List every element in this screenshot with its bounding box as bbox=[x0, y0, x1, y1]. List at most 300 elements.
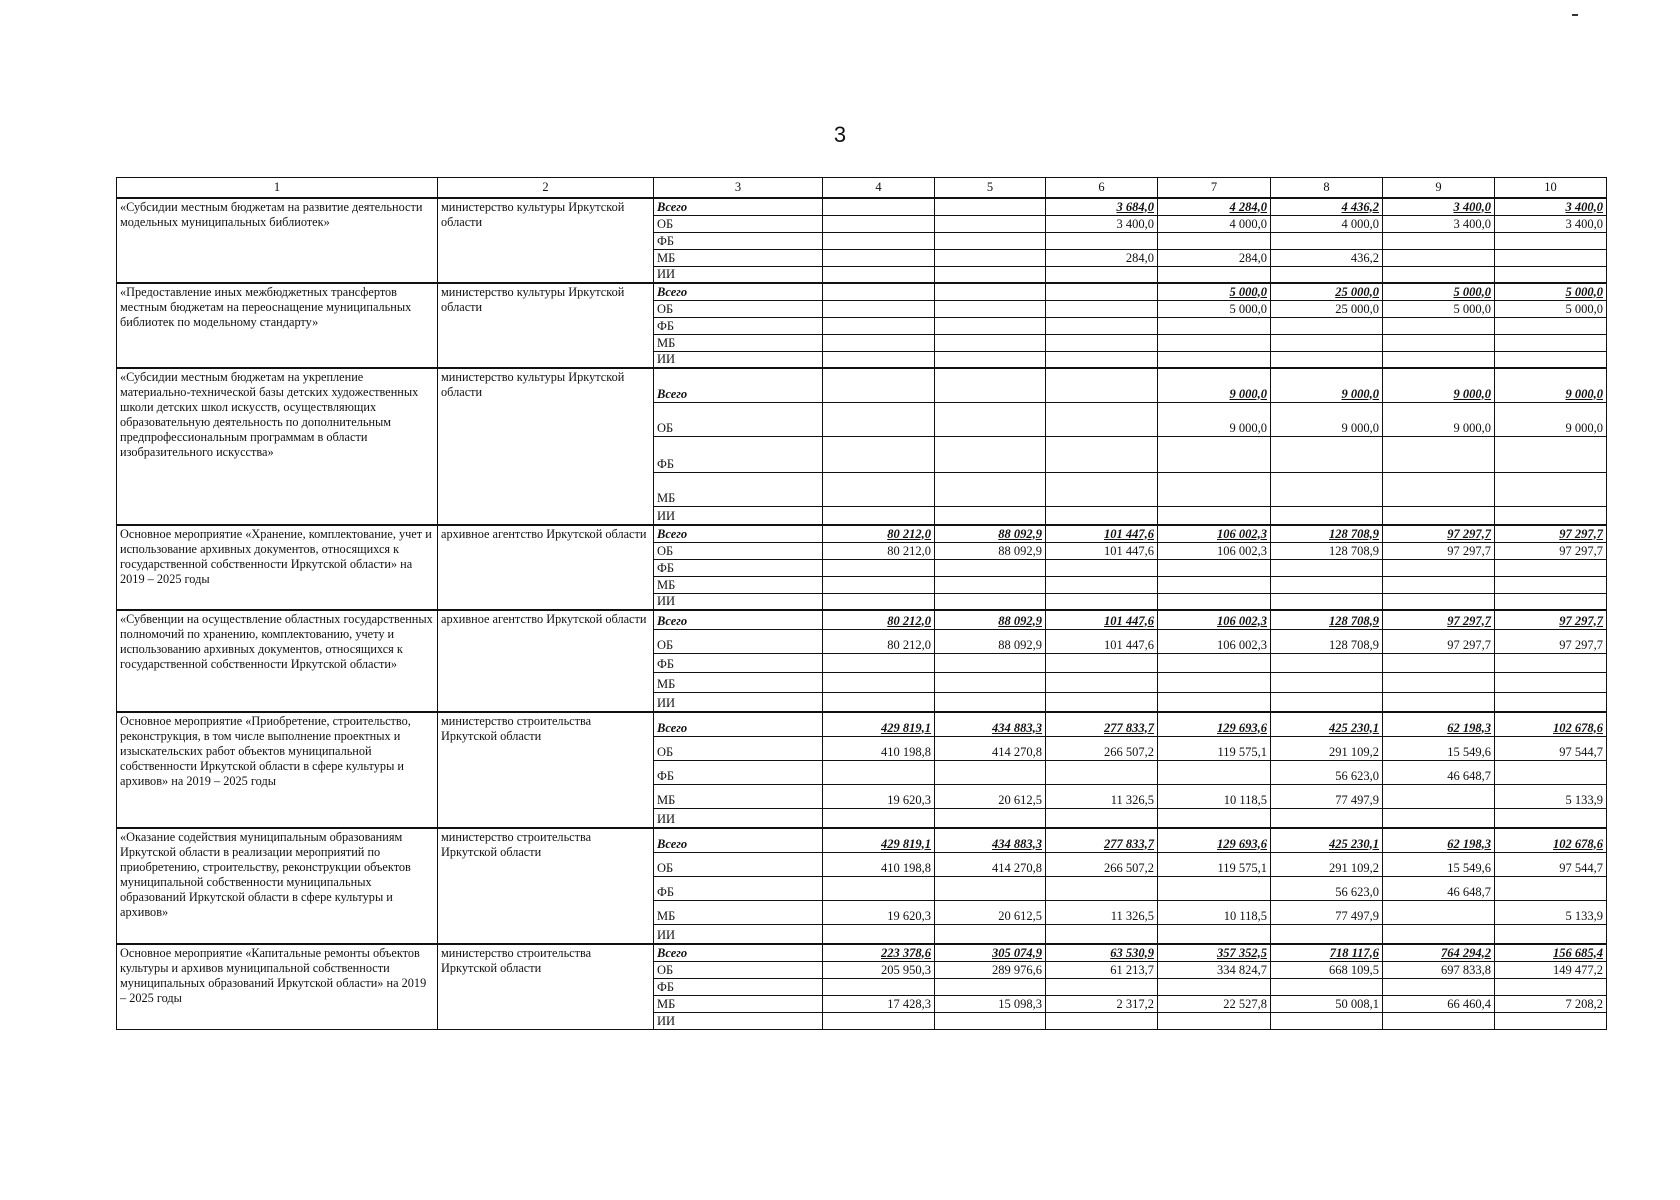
amount-cell bbox=[1158, 506, 1271, 525]
funding-source: МБ bbox=[654, 672, 823, 692]
amount-cell bbox=[1046, 692, 1158, 712]
amount-cell bbox=[935, 692, 1046, 712]
executor-name: архивное агентство Иркутской области bbox=[438, 525, 654, 610]
amount-cell bbox=[1271, 232, 1383, 249]
amount-cell bbox=[1046, 368, 1158, 402]
amount-cell: 97 297,7 bbox=[1495, 542, 1607, 559]
funding-source: ФБ bbox=[654, 317, 823, 334]
amount-cell: 15 098,3 bbox=[935, 995, 1046, 1012]
funding-source: ФБ bbox=[654, 559, 823, 576]
amount-cell bbox=[1046, 653, 1158, 672]
amount-cell: 149 477,2 bbox=[1495, 961, 1607, 978]
amount-cell bbox=[935, 266, 1046, 283]
amount-cell bbox=[1046, 760, 1158, 784]
amount-cell bbox=[1158, 692, 1271, 712]
amount-cell bbox=[1046, 978, 1158, 995]
amount-cell bbox=[1383, 472, 1495, 506]
col-header: 4 bbox=[823, 178, 935, 199]
amount-cell bbox=[1158, 232, 1271, 249]
activity-name: «Субвенции на осуществление областных государственных полномочий по хранению, комплектованию, учету и использованию архивных документов, относящихся к государственной собственности Иркутской области» bbox=[117, 610, 438, 712]
amount-cell: 50 008,1 bbox=[1271, 995, 1383, 1012]
amount-cell bbox=[823, 672, 935, 692]
amount-cell bbox=[823, 249, 935, 266]
amount-cell: 88 092,9 bbox=[935, 629, 1046, 653]
amount-cell: 128 708,9 bbox=[1271, 525, 1383, 542]
funding-source: ИИ bbox=[654, 266, 823, 283]
amount-cell bbox=[823, 760, 935, 784]
amount-cell bbox=[1158, 924, 1271, 944]
funding-source: ИИ bbox=[654, 1012, 823, 1029]
amount-cell bbox=[1046, 232, 1158, 249]
amount-cell bbox=[823, 593, 935, 610]
funding-source: МБ bbox=[654, 784, 823, 808]
funding-source: Всего bbox=[654, 828, 823, 852]
funding-source: ИИ bbox=[654, 808, 823, 828]
amount-cell: 101 447,6 bbox=[1046, 610, 1158, 629]
amount-cell: 2 317,2 bbox=[1046, 995, 1158, 1012]
amount-cell bbox=[1271, 808, 1383, 828]
amount-cell: 3 400,0 bbox=[1046, 215, 1158, 232]
amount-cell: 97 544,7 bbox=[1495, 736, 1607, 760]
amount-cell bbox=[1046, 334, 1158, 351]
activity-name: Основное мероприятие «Приобретение, строительство, реконструкция, в том числе выполнение проектных и изыскательских работ объектов муниципальной собственности Иркутской области в сфере культуры и архивов» на 2019 – 2025 годы bbox=[117, 712, 438, 828]
col-header: 1 bbox=[117, 178, 438, 199]
amount-cell: 97 297,7 bbox=[1383, 542, 1495, 559]
amount-cell bbox=[823, 653, 935, 672]
activity-name: «Субсидии местным бюджетам на развитие деятельности модельных муниципальных библиотек» bbox=[117, 198, 438, 283]
amount-cell: 3 400,0 bbox=[1383, 198, 1495, 215]
amount-cell bbox=[1046, 876, 1158, 900]
amount-cell: 20 612,5 bbox=[935, 900, 1046, 924]
amount-cell: 97 297,7 bbox=[1383, 525, 1495, 542]
amount-cell: 66 460,4 bbox=[1383, 995, 1495, 1012]
amount-cell: 62 198,3 bbox=[1383, 828, 1495, 852]
amount-cell: 5 133,9 bbox=[1495, 784, 1607, 808]
amount-cell: 80 212,0 bbox=[823, 629, 935, 653]
amount-cell bbox=[823, 283, 935, 300]
funding-source: МБ bbox=[654, 334, 823, 351]
amount-cell bbox=[1158, 1012, 1271, 1029]
amount-cell bbox=[935, 1012, 1046, 1029]
amount-cell bbox=[1383, 559, 1495, 576]
amount-cell bbox=[823, 692, 935, 712]
amount-cell bbox=[1495, 593, 1607, 610]
amount-cell: 9 000,0 bbox=[1158, 402, 1271, 436]
amount-cell bbox=[1495, 249, 1607, 266]
amount-cell: 410 198,8 bbox=[823, 852, 935, 876]
amount-cell bbox=[1046, 1012, 1158, 1029]
amount-cell: 80 212,0 bbox=[823, 542, 935, 559]
amount-cell: 291 109,2 bbox=[1271, 852, 1383, 876]
amount-cell: 4 000,0 bbox=[1158, 215, 1271, 232]
amount-cell bbox=[1383, 978, 1495, 995]
amount-cell: 128 708,9 bbox=[1271, 542, 1383, 559]
amount-cell bbox=[1158, 653, 1271, 672]
funding-source: МБ bbox=[654, 576, 823, 593]
table-row bbox=[117, 368, 1607, 402]
funding-source: Всего bbox=[654, 610, 823, 629]
amount-cell: 106 002,3 bbox=[1158, 629, 1271, 653]
amount-cell: 5 000,0 bbox=[1495, 300, 1607, 317]
amount-cell: 205 950,3 bbox=[823, 961, 935, 978]
amount-cell bbox=[1383, 317, 1495, 334]
amount-cell: 697 833,8 bbox=[1383, 961, 1495, 978]
executor-name: архивное агентство Иркутской области bbox=[438, 610, 654, 712]
amount-cell: 3 684,0 bbox=[1046, 198, 1158, 215]
amount-cell bbox=[1383, 249, 1495, 266]
amount-cell: 15 549,6 bbox=[1383, 736, 1495, 760]
amount-cell bbox=[935, 334, 1046, 351]
amount-cell bbox=[935, 402, 1046, 436]
amount-cell: 425 230,1 bbox=[1271, 828, 1383, 852]
amount-cell bbox=[1383, 1012, 1495, 1029]
amount-cell bbox=[1046, 317, 1158, 334]
table-row bbox=[117, 525, 1607, 542]
amount-cell bbox=[1271, 317, 1383, 334]
amount-cell: 9 000,0 bbox=[1158, 368, 1271, 402]
funding-source: ИИ bbox=[654, 506, 823, 525]
amount-cell bbox=[823, 334, 935, 351]
amount-cell bbox=[935, 576, 1046, 593]
amount-cell bbox=[1271, 692, 1383, 712]
amount-cell bbox=[935, 924, 1046, 944]
amount-cell bbox=[1271, 334, 1383, 351]
table-row bbox=[117, 712, 1607, 736]
amount-cell bbox=[935, 368, 1046, 402]
amount-cell: 764 294,2 bbox=[1383, 944, 1495, 961]
amount-cell bbox=[1495, 692, 1607, 712]
amount-cell bbox=[935, 472, 1046, 506]
col-header: 2 bbox=[438, 178, 654, 199]
amount-cell: 9 000,0 bbox=[1271, 368, 1383, 402]
amount-cell bbox=[1383, 593, 1495, 610]
activity-name: «Предоставление иных межбюджетных трансфертов местным бюджетам на переоснащение муниципальных библиотек по модельному стандарту» bbox=[117, 283, 438, 368]
amount-cell: 9 000,0 bbox=[1383, 368, 1495, 402]
amount-cell: 357 352,5 bbox=[1158, 944, 1271, 961]
amount-cell bbox=[823, 266, 935, 283]
funding-source: Всего bbox=[654, 198, 823, 215]
activity-name: «Субсидии местным бюджетам на укрепление материально-технической базы детских художественных школи детских школ искусств, осуществляющих образовательную деятельность по дополнительным предпрофессиональным программам в области изобразительного искусства» bbox=[117, 368, 438, 525]
amount-cell bbox=[1383, 900, 1495, 924]
amount-cell: 718 117,6 bbox=[1271, 944, 1383, 961]
amount-cell bbox=[1383, 506, 1495, 525]
amount-cell bbox=[1158, 317, 1271, 334]
amount-cell: 284,0 bbox=[1046, 249, 1158, 266]
amount-cell bbox=[1495, 334, 1607, 351]
amount-cell bbox=[1158, 472, 1271, 506]
amount-cell: 3 400,0 bbox=[1495, 198, 1607, 215]
amount-cell bbox=[823, 436, 935, 472]
amount-cell bbox=[1495, 506, 1607, 525]
amount-cell: 128 708,9 bbox=[1271, 629, 1383, 653]
amount-cell bbox=[1158, 760, 1271, 784]
funding-source: МБ bbox=[654, 995, 823, 1012]
amount-cell bbox=[935, 436, 1046, 472]
amount-cell: 7 208,2 bbox=[1495, 995, 1607, 1012]
col-header: 3 bbox=[654, 178, 823, 199]
amount-cell bbox=[1495, 232, 1607, 249]
amount-cell: 4 284,0 bbox=[1158, 198, 1271, 215]
amount-cell bbox=[823, 300, 935, 317]
amount-cell bbox=[935, 876, 1046, 900]
table-body bbox=[117, 198, 1607, 1029]
funding-source: ИИ bbox=[654, 351, 823, 368]
amount-cell bbox=[1495, 653, 1607, 672]
amount-cell bbox=[1158, 436, 1271, 472]
amount-cell bbox=[1046, 672, 1158, 692]
amount-cell: 102 678,6 bbox=[1495, 828, 1607, 852]
amount-cell: 128 708,9 bbox=[1271, 610, 1383, 629]
funding-source: ОБ bbox=[654, 961, 823, 978]
amount-cell bbox=[1495, 672, 1607, 692]
amount-cell: 61 213,7 bbox=[1046, 961, 1158, 978]
amount-cell: 266 507,2 bbox=[1046, 852, 1158, 876]
amount-cell: 20 612,5 bbox=[935, 784, 1046, 808]
amount-cell bbox=[1046, 559, 1158, 576]
amount-cell bbox=[1046, 300, 1158, 317]
amount-cell: 9 000,0 bbox=[1271, 402, 1383, 436]
amount-cell: 56 623,0 bbox=[1271, 876, 1383, 900]
amount-cell bbox=[1271, 472, 1383, 506]
amount-cell bbox=[1383, 334, 1495, 351]
amount-cell: 434 883,3 bbox=[935, 828, 1046, 852]
amount-cell bbox=[1046, 283, 1158, 300]
amount-cell bbox=[935, 283, 1046, 300]
amount-cell bbox=[1383, 924, 1495, 944]
amount-cell: 429 819,1 bbox=[823, 712, 935, 736]
amount-cell bbox=[935, 249, 1046, 266]
amount-cell bbox=[1383, 784, 1495, 808]
amount-cell bbox=[1383, 266, 1495, 283]
amount-cell: 77 497,9 bbox=[1271, 900, 1383, 924]
amount-cell bbox=[1158, 334, 1271, 351]
amount-cell bbox=[1271, 436, 1383, 472]
amount-cell: 156 685,4 bbox=[1495, 944, 1607, 961]
amount-cell bbox=[1046, 351, 1158, 368]
amount-cell: 5 000,0 bbox=[1383, 300, 1495, 317]
amount-cell: 289 976,6 bbox=[935, 961, 1046, 978]
amount-cell bbox=[1495, 559, 1607, 576]
amount-cell bbox=[935, 232, 1046, 249]
amount-cell bbox=[823, 215, 935, 232]
amount-cell: 4 436,2 bbox=[1271, 198, 1383, 215]
funding-source: ОБ bbox=[654, 402, 823, 436]
amount-cell bbox=[1495, 317, 1607, 334]
amount-cell: 11 326,5 bbox=[1046, 784, 1158, 808]
amount-cell: 11 326,5 bbox=[1046, 900, 1158, 924]
page-number: 3 bbox=[833, 122, 847, 147]
amount-cell bbox=[1158, 876, 1271, 900]
amount-cell bbox=[1495, 760, 1607, 784]
amount-cell bbox=[823, 876, 935, 900]
executor-name: министерство строительства Иркутской области bbox=[438, 944, 654, 1029]
amount-cell bbox=[1383, 653, 1495, 672]
amount-cell bbox=[1271, 506, 1383, 525]
amount-cell bbox=[1495, 472, 1607, 506]
amount-cell bbox=[1046, 506, 1158, 525]
funding-source: ОБ bbox=[654, 852, 823, 876]
amount-cell: 101 447,6 bbox=[1046, 525, 1158, 542]
amount-cell bbox=[1158, 808, 1271, 828]
amount-cell: 9 000,0 bbox=[1495, 368, 1607, 402]
col-header: 7 bbox=[1158, 178, 1271, 199]
amount-cell bbox=[1495, 876, 1607, 900]
funding-source: ФБ bbox=[654, 876, 823, 900]
amount-cell: 305 074,9 bbox=[935, 944, 1046, 961]
funding-source: МБ bbox=[654, 249, 823, 266]
amount-cell bbox=[935, 506, 1046, 525]
amount-cell: 291 109,2 bbox=[1271, 736, 1383, 760]
table-row bbox=[117, 610, 1607, 629]
amount-cell: 15 549,6 bbox=[1383, 852, 1495, 876]
amount-cell: 22 527,8 bbox=[1158, 995, 1271, 1012]
amount-cell: 97 297,7 bbox=[1383, 629, 1495, 653]
amount-cell bbox=[1271, 653, 1383, 672]
funding-source: Всего bbox=[654, 368, 823, 402]
amount-cell: 119 575,1 bbox=[1158, 736, 1271, 760]
col-header: 8 bbox=[1271, 178, 1383, 199]
amount-cell: 5 000,0 bbox=[1158, 283, 1271, 300]
amount-cell: 668 109,5 bbox=[1271, 961, 1383, 978]
amount-cell bbox=[1271, 978, 1383, 995]
funding-source: Всего bbox=[654, 944, 823, 961]
amount-cell bbox=[1383, 232, 1495, 249]
amount-cell bbox=[935, 198, 1046, 215]
amount-cell: 25 000,0 bbox=[1271, 300, 1383, 317]
amount-cell: 10 118,5 bbox=[1158, 900, 1271, 924]
amount-cell: 410 198,8 bbox=[823, 736, 935, 760]
amount-cell bbox=[1271, 593, 1383, 610]
table-row bbox=[117, 828, 1607, 852]
funding-source: Всего bbox=[654, 525, 823, 542]
executor-name: министерство культуры Иркутской области bbox=[438, 198, 654, 283]
table-row bbox=[117, 283, 1607, 300]
amount-cell bbox=[823, 198, 935, 215]
amount-cell bbox=[823, 559, 935, 576]
scan-mark bbox=[1572, 14, 1578, 16]
amount-cell: 62 198,3 bbox=[1383, 712, 1495, 736]
funding-source: МБ bbox=[654, 472, 823, 506]
amount-cell: 5 000,0 bbox=[1495, 283, 1607, 300]
amount-cell: 80 212,0 bbox=[823, 610, 935, 629]
amount-cell: 77 497,9 bbox=[1271, 784, 1383, 808]
amount-cell bbox=[1495, 436, 1607, 472]
amount-cell bbox=[1495, 924, 1607, 944]
activity-name: «Оказание содействия муниципальным образованиям Иркутской области в реализации мероприятий по приобретению, строительству, реконструкции объектов муниципальной собственности муниципальных образований Иркутской области в сфере культуры и архивов» bbox=[117, 828, 438, 944]
funding-source: МБ bbox=[654, 900, 823, 924]
amount-cell bbox=[823, 924, 935, 944]
funding-source: ИИ bbox=[654, 593, 823, 610]
amount-cell: 129 693,6 bbox=[1158, 828, 1271, 852]
amount-cell bbox=[935, 978, 1046, 995]
amount-cell bbox=[823, 506, 935, 525]
amount-cell bbox=[1495, 351, 1607, 368]
amount-cell bbox=[823, 402, 935, 436]
amount-cell: 97 544,7 bbox=[1495, 852, 1607, 876]
funding-source: ИИ bbox=[654, 692, 823, 712]
amount-cell: 119 575,1 bbox=[1158, 852, 1271, 876]
amount-cell: 106 002,3 bbox=[1158, 542, 1271, 559]
amount-cell bbox=[1271, 559, 1383, 576]
amount-cell bbox=[935, 593, 1046, 610]
funding-source: ИИ bbox=[654, 924, 823, 944]
col-header: 10 bbox=[1495, 178, 1607, 199]
amount-cell bbox=[1383, 672, 1495, 692]
amount-cell bbox=[1046, 593, 1158, 610]
amount-cell: 9 000,0 bbox=[1383, 402, 1495, 436]
amount-cell: 88 092,9 bbox=[935, 525, 1046, 542]
amount-cell bbox=[1046, 402, 1158, 436]
amount-cell bbox=[935, 653, 1046, 672]
amount-cell bbox=[935, 808, 1046, 828]
amount-cell: 19 620,3 bbox=[823, 784, 935, 808]
amount-cell: 106 002,3 bbox=[1158, 610, 1271, 629]
amount-cell bbox=[1158, 593, 1271, 610]
amount-cell bbox=[935, 760, 1046, 784]
amount-cell bbox=[1046, 436, 1158, 472]
amount-cell bbox=[823, 351, 935, 368]
amount-cell bbox=[1046, 924, 1158, 944]
amount-cell: 9 000,0 bbox=[1495, 402, 1607, 436]
executor-name: министерство строительства Иркутской области bbox=[438, 712, 654, 828]
amount-cell: 19 620,3 bbox=[823, 900, 935, 924]
amount-cell: 5 133,9 bbox=[1495, 900, 1607, 924]
amount-cell: 101 447,6 bbox=[1046, 542, 1158, 559]
funding-source: ФБ bbox=[654, 978, 823, 995]
amount-cell bbox=[1495, 808, 1607, 828]
table-row bbox=[117, 944, 1607, 961]
amount-cell: 102 678,6 bbox=[1495, 712, 1607, 736]
amount-cell: 56 623,0 bbox=[1271, 760, 1383, 784]
amount-cell: 97 297,7 bbox=[1495, 629, 1607, 653]
amount-cell bbox=[1383, 576, 1495, 593]
amount-cell bbox=[1158, 672, 1271, 692]
amount-cell: 425 230,1 bbox=[1271, 712, 1383, 736]
amount-cell bbox=[1495, 978, 1607, 995]
col-header: 9 bbox=[1383, 178, 1495, 199]
amount-cell: 97 297,7 bbox=[1495, 525, 1607, 542]
amount-cell bbox=[935, 351, 1046, 368]
amount-cell bbox=[1158, 978, 1271, 995]
funding-source: Всего bbox=[654, 712, 823, 736]
amount-cell: 434 883,3 bbox=[935, 712, 1046, 736]
funding-source: ФБ bbox=[654, 653, 823, 672]
amount-cell: 46 648,7 bbox=[1383, 760, 1495, 784]
amount-cell bbox=[823, 808, 935, 828]
amount-cell: 284,0 bbox=[1158, 249, 1271, 266]
amount-cell: 101 447,6 bbox=[1046, 629, 1158, 653]
amount-cell bbox=[1495, 576, 1607, 593]
amount-cell bbox=[823, 368, 935, 402]
amount-cell: 88 092,9 bbox=[935, 610, 1046, 629]
funding-source: ОБ bbox=[654, 542, 823, 559]
amount-cell bbox=[1495, 266, 1607, 283]
funding-source: ОБ bbox=[654, 300, 823, 317]
amount-cell: 334 824,7 bbox=[1158, 961, 1271, 978]
table-row bbox=[117, 198, 1607, 215]
amount-cell bbox=[823, 978, 935, 995]
amount-cell: 25 000,0 bbox=[1271, 283, 1383, 300]
amount-cell: 5 000,0 bbox=[1158, 300, 1271, 317]
funding-source: Всего bbox=[654, 283, 823, 300]
funding-source: ОБ bbox=[654, 736, 823, 760]
funding-source: ОБ bbox=[654, 215, 823, 232]
amount-cell bbox=[935, 559, 1046, 576]
amount-cell bbox=[1158, 266, 1271, 283]
amount-cell bbox=[823, 576, 935, 593]
amount-cell: 46 648,7 bbox=[1383, 876, 1495, 900]
amount-cell bbox=[935, 317, 1046, 334]
